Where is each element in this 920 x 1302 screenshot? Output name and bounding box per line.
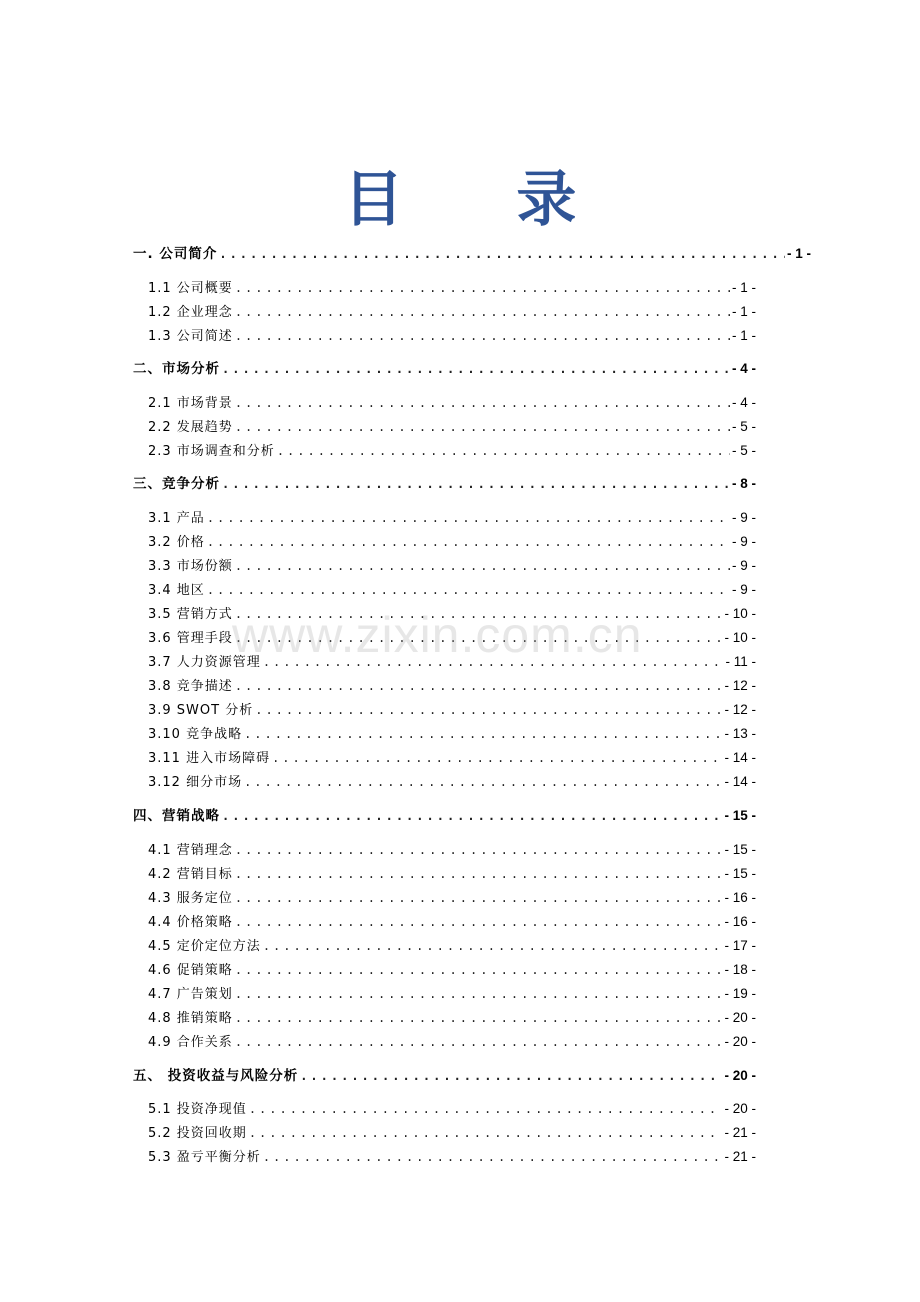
toc-item-5-1[interactable] [148, 1099, 756, 1119]
toc-leader-dots [300, 1066, 722, 1086]
toc-page-number: - 12 - [724, 678, 756, 693]
toc-page-number: - 20 - [724, 1034, 756, 1049]
toc-section-5[interactable] [133, 1066, 756, 1086]
toc-page-number: - 1 - [731, 280, 756, 295]
toc-page-number: - 1 - [786, 246, 811, 261]
toc-page-number: - 20 - [724, 1010, 756, 1025]
toc-label: 4.4 价格策略 [148, 915, 233, 930]
toc-label: 5.1 投资净现值 [148, 1102, 247, 1117]
toc-item-3-4[interactable] [148, 580, 756, 600]
toc-item-4-8[interactable] [148, 1008, 756, 1028]
toc-leader-dots [235, 840, 723, 860]
toc-label: 五、 投资收益与风险分析 [133, 1068, 299, 1084]
toc-page-number: - 21 - [724, 1149, 756, 1164]
toc-label: 3.6 管理手段 [148, 631, 233, 646]
toc-item-4-6[interactable] [148, 960, 756, 980]
toc-leader-dots [244, 772, 722, 792]
toc-page-number: - 20 - [724, 1068, 756, 1083]
toc-item-3-12[interactable] [148, 772, 756, 792]
toc-label: 3.8 竞争描述 [148, 679, 233, 694]
toc-leader-dots [235, 676, 723, 696]
toc-item-4-5[interactable] [148, 936, 756, 956]
toc-leader-dots [207, 532, 730, 552]
toc-label: 一. 公司简介 [133, 246, 218, 262]
toc-page-number: - 21 - [724, 1125, 756, 1140]
toc-page-number: - 5 - [731, 443, 756, 458]
toc-page-number: - 15 - [724, 808, 756, 823]
toc-item-5-2[interactable] [148, 1123, 756, 1143]
toc-item-2-2[interactable] [148, 417, 756, 437]
toc-page-number: - 14 - [724, 774, 756, 789]
toc-label: 3.7 人力资源管理 [148, 655, 261, 670]
toc-label: 1.1 公司概要 [148, 281, 233, 296]
toc-item-3-9[interactable] [148, 700, 756, 720]
toc-leader-dots [235, 912, 723, 932]
toc-page-number: - 19 - [724, 986, 756, 1001]
toc-leader-dots [222, 359, 730, 379]
toc-page-number: - 14 - [724, 750, 756, 765]
toc-item-1-3[interactable] [148, 326, 756, 346]
toc-label: 3.9 SWOT 分析 [148, 703, 254, 718]
toc-label: 二、市场分析 [133, 361, 220, 377]
toc-page-number: - 15 - [724, 866, 756, 881]
toc-leader-dots [235, 326, 730, 346]
toc-page-number: - 9 - [731, 582, 756, 597]
toc-label: 2.1 市场背景 [148, 396, 233, 411]
toc-label: 3.11 进入市场障碍 [148, 751, 271, 766]
toc-item-3-3[interactable] [148, 556, 756, 576]
toc-leader-dots [249, 1099, 723, 1119]
toc-label: 4.5 定价定位方法 [148, 939, 261, 954]
toc-page-number: - 9 - [731, 534, 756, 549]
page-title: 目 录 [343, 165, 623, 235]
toc-page-number: - 10 - [724, 630, 756, 645]
toc-page-number: - 1 - [731, 328, 756, 343]
toc-section-2[interactable] [133, 359, 756, 379]
toc-leader-dots [222, 474, 730, 494]
toc-leader-dots [235, 302, 730, 322]
toc-item-4-3[interactable] [148, 888, 756, 908]
toc-label: 4.7 广告策划 [148, 987, 233, 1002]
toc-label: 3.2 价格 [148, 535, 205, 550]
toc-label: 1.3 公司简述 [148, 329, 233, 344]
toc-leader-dots [235, 1032, 723, 1052]
toc-page-number: - 11 - [725, 654, 756, 669]
toc-label: 4.8 推销策略 [148, 1011, 233, 1026]
toc-page-number: - 18 - [724, 962, 756, 977]
toc-label: 四、营销战略 [133, 808, 220, 824]
toc-page-number: - 4 - [731, 361, 756, 376]
toc-leader-dots [235, 960, 723, 980]
watermark-text: www.zixin.com.cn [232, 607, 643, 663]
toc-leader-dots [235, 1008, 723, 1028]
toc-label: 4.9 合作关系 [148, 1035, 233, 1050]
toc-leader-dots [263, 936, 723, 956]
toc-label: 1.2 企业理念 [148, 305, 233, 320]
toc-item-4-9[interactable] [148, 1032, 756, 1052]
toc-page-number: - 12 - [724, 702, 756, 717]
toc-leader-dots [222, 806, 722, 826]
toc-label: 三、竞争分析 [133, 476, 220, 492]
toc-item-5-3[interactable] [148, 1147, 756, 1167]
toc-label: 3.10 竞争战略 [148, 727, 243, 742]
toc-page-number: - 20 - [724, 1101, 756, 1116]
toc-section-1[interactable] [133, 244, 811, 264]
toc-item-3-8[interactable] [148, 676, 756, 696]
toc-item-3-2[interactable] [148, 532, 756, 552]
toc-item-4-4[interactable] [148, 912, 756, 932]
toc-item-3-11[interactable] [148, 748, 756, 768]
toc-page-number: - 1 - [731, 304, 756, 319]
toc-label: 3.4 地区 [148, 583, 205, 598]
toc-item-4-7[interactable] [148, 984, 756, 1004]
toc-page-number: - 8 - [731, 476, 756, 491]
toc-leader-dots [235, 864, 723, 884]
toc-leader-dots [235, 393, 730, 413]
toc-page-number: - 16 - [724, 914, 756, 929]
toc-page-number: - 16 - [724, 890, 756, 905]
toc-page-number: - 10 - [724, 606, 756, 621]
toc-page-number: - 17 - [724, 938, 756, 953]
toc-section-4[interactable] [133, 806, 756, 826]
toc-item-4-1[interactable] [148, 840, 756, 860]
toc-leader-dots [277, 441, 730, 461]
toc-label: 5.2 投资回收期 [148, 1126, 247, 1141]
toc-page-number: - 15 - [724, 842, 756, 857]
toc-leader-dots [244, 724, 722, 744]
toc-label: 4.2 营销目标 [148, 867, 233, 882]
toc-page-number: - 13 - [724, 726, 756, 741]
toc-label: 2.2 发展趋势 [148, 420, 233, 435]
toc-item-2-3[interactable] [148, 441, 756, 461]
toc-leader-dots [249, 1123, 723, 1143]
toc-leader-dots [207, 580, 730, 600]
toc-item-3-10[interactable] [148, 724, 756, 744]
toc-label: 3.3 市场份额 [148, 559, 233, 574]
toc-leader-dots [235, 278, 730, 298]
toc-leader-dots [207, 508, 730, 528]
toc-leader-dots [235, 888, 723, 908]
toc-label: 4.6 促销策略 [148, 963, 233, 978]
toc-leader-dots [235, 417, 730, 437]
toc-leader-dots [235, 556, 730, 576]
toc-leader-dots [235, 984, 723, 1004]
toc-label: 3.5 营销方式 [148, 607, 233, 622]
toc-section-3[interactable] [133, 474, 756, 494]
toc-item-3-1[interactable] [148, 508, 756, 528]
toc-leader-dots [272, 748, 722, 768]
toc-leader-dots [255, 700, 722, 720]
toc-label: 4.3 服务定位 [148, 891, 233, 906]
toc-page-number: - 9 - [731, 558, 756, 573]
toc-leader-dots [263, 1147, 723, 1167]
toc-page-number: - 9 - [731, 510, 756, 525]
toc-page-number: - 5 - [731, 419, 756, 434]
toc-label: 5.3 盈亏平衡分析 [148, 1150, 261, 1165]
toc-label: 2.3 市场调查和分析 [148, 444, 275, 459]
toc-page-number: - 4 - [731, 395, 756, 410]
toc-item-1-1[interactable] [148, 278, 756, 298]
toc-item-1-2[interactable] [148, 302, 756, 322]
toc-item-4-2[interactable] [148, 864, 756, 884]
toc-leader-dots [219, 244, 785, 264]
toc-item-2-1[interactable] [148, 393, 756, 413]
toc-label: 3.12 细分市场 [148, 775, 243, 790]
toc-label: 3.1 产品 [148, 511, 205, 526]
toc-label: 4.1 营销理念 [148, 843, 233, 858]
